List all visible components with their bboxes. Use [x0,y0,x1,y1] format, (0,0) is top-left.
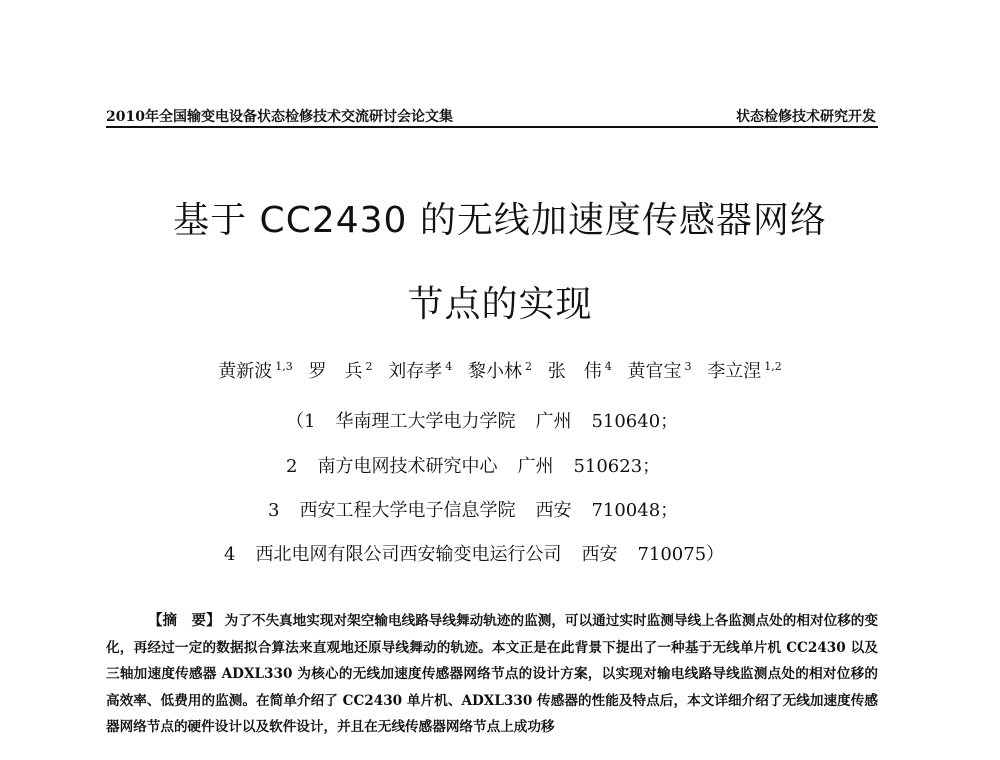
author: 李立涅 $^{1,2}$ [707,360,782,382]
author: 罗 兵 $^2$ [308,360,373,382]
header-section-title: 状态检修技术研究开发 [736,109,876,125]
author: 刘存孝 $^4$ [388,360,453,382]
paper-title-line-2: 节点的实现 [407,284,593,325]
abstract-label: 【摘 要】 [148,612,221,629]
affiliation-2: 2 南方电网技术研究中心 广州 510623； [286,456,661,477]
abstract [106,608,878,741]
author: 黄官宝 $^3$ [627,360,692,382]
author: 黄新波 $^{1,3}$ [218,360,293,382]
running-header [106,104,878,128]
header-proceedings-title: 2010年全国输变电设备状态检修技术交流研讨会论文集 [106,109,453,125]
paper-title-line-1: 基于 CC2430 的无线加速度传感器网络 [173,200,827,241]
affiliation-1: （1 华南理工大学电力学院 广州 510640； [286,411,679,432]
abstract-text: 为了不失真地实现对架空输电线路导线舞动轨迹的监测，可以通过实时监测导线上各监测点处的相对位移的变化，再经过一定的数据拟合算法来直观地还原导线舞动的轨迹。本文正是在此背景下提出了一种基于无线单片机 CC2430 以及三轴加速度传感器 ADXL330 为核心的无线加速度传感器网络节点的设计方案，以实现对输电线路导线监测点处的相对位移的高效率、低费用的监测。在简单介绍了 CC2430 单片机、ADXL330 传感器的性能及特点后，本文详细介绍了无线加速度传感器网络节点的硬件设计以及软件设计，并且在无线传感器网络节点上成功移 [106,613,879,735]
author: 黎小林 $^2$ [468,360,532,382]
author: 张 伟 $^4$ [547,360,612,382]
affiliation-3: 3 西安工程大学电子信息学院 西安 710048； [268,500,679,521]
affiliation-4: 4 西北电网有限公司西安输变电运行公司 西安 710075） [224,544,725,565]
author-list [0,357,1000,383]
